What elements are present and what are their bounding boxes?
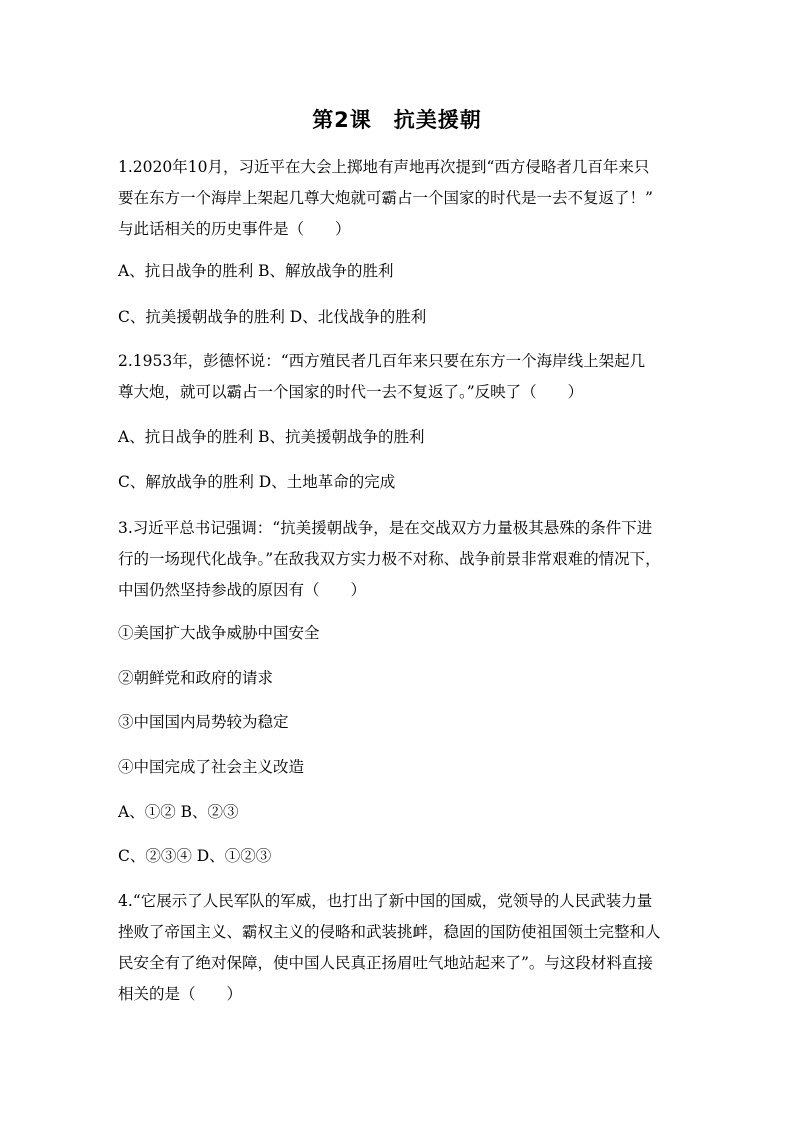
question-2-option-c-d	[118, 467, 678, 498]
question-text-line: 3.习近平总书记强调：“抗美援朝战争，是在交战双方力量极其悬殊的条件下进	[118, 519, 653, 537]
option-line: C、②③④ D、①②③	[118, 847, 272, 865]
lesson-title: 第2课 抗美援朝	[312, 108, 482, 132]
question-3-option-a-b	[118, 797, 678, 828]
question-3-item-3	[118, 707, 678, 738]
question-text-line: 1.2020年10月，习近平在大会上掷地有声地再次提到“西方侵略者几百年来只	[118, 158, 650, 176]
question-text-line: 与此话相关的历史事件是（ ）	[118, 220, 351, 238]
question-2-option-a-b	[118, 422, 678, 453]
question-text-line: 行的一场现代化战争。”在敌我双方实力极不对称、战争前景非常艰难的情况下，	[118, 550, 661, 568]
question-text-line: 4.“它展示了人民军队的军威，也打出了新中国的国威，党领导的人民武装力量	[118, 892, 653, 910]
list-item: ①美国扩大战争威胁中国安全	[118, 624, 320, 642]
question-1-option-a-b	[118, 256, 678, 287]
question-3-item-4	[118, 752, 678, 783]
list-item: ②朝鲜党和政府的请求	[118, 669, 274, 687]
question-text-line: 2.1953年，彭德怀说：“西方殖民者几百年来只要在东方一个海岸线上架起几	[118, 352, 646, 370]
option-line: A、抗日战争的胜利 B、抗美援朝战争的胜利	[118, 428, 425, 446]
question-text-line: 尊大炮，就可以霸占一个国家的时代一去不复返了。”反映了（ ）	[118, 383, 584, 401]
list-item: ③中国国内局势较为稳定	[118, 713, 289, 731]
question-3-item-2	[118, 663, 678, 694]
question-text-line: 相关的是（ ）	[118, 985, 243, 1003]
question-3-option-c-d	[118, 841, 678, 872]
question-2-stem	[118, 346, 678, 408]
question-text-line: 中国仍然坚持参战的原因有（ ）	[118, 581, 367, 599]
question-1-stem	[118, 152, 678, 245]
option-line: A、①② B、②③	[118, 803, 239, 821]
question-text-line: 挫败了帝国主义、霸权主义的侵略和武装挑衅，稳固的国防使祖国领土完整和人	[118, 923, 661, 941]
question-3-stem	[118, 513, 678, 606]
option-line: C、抗美援朝战争的胜利 D、北伐战争的胜利	[118, 308, 427, 326]
question-1-option-c-d	[118, 302, 678, 333]
question-3-item-1	[118, 618, 678, 649]
question-4-stem	[118, 886, 678, 1010]
question-text-line: 民安全有了绝对保障，使中国人民真正扬眉吐气地站起来了”。与这段材料直接	[118, 954, 653, 972]
list-item: ④中国完成了社会主义改造	[118, 758, 305, 776]
option-line: C、解放战争的胜利 D、土地革命的完成	[118, 473, 396, 491]
question-text-line: 要在东方一个海岸上架起几尊大炮就可霸占一个国家的时代是一去不复返了！”	[118, 189, 653, 207]
option-line: A、抗日战争的胜利 B、解放战争的胜利	[118, 262, 394, 280]
